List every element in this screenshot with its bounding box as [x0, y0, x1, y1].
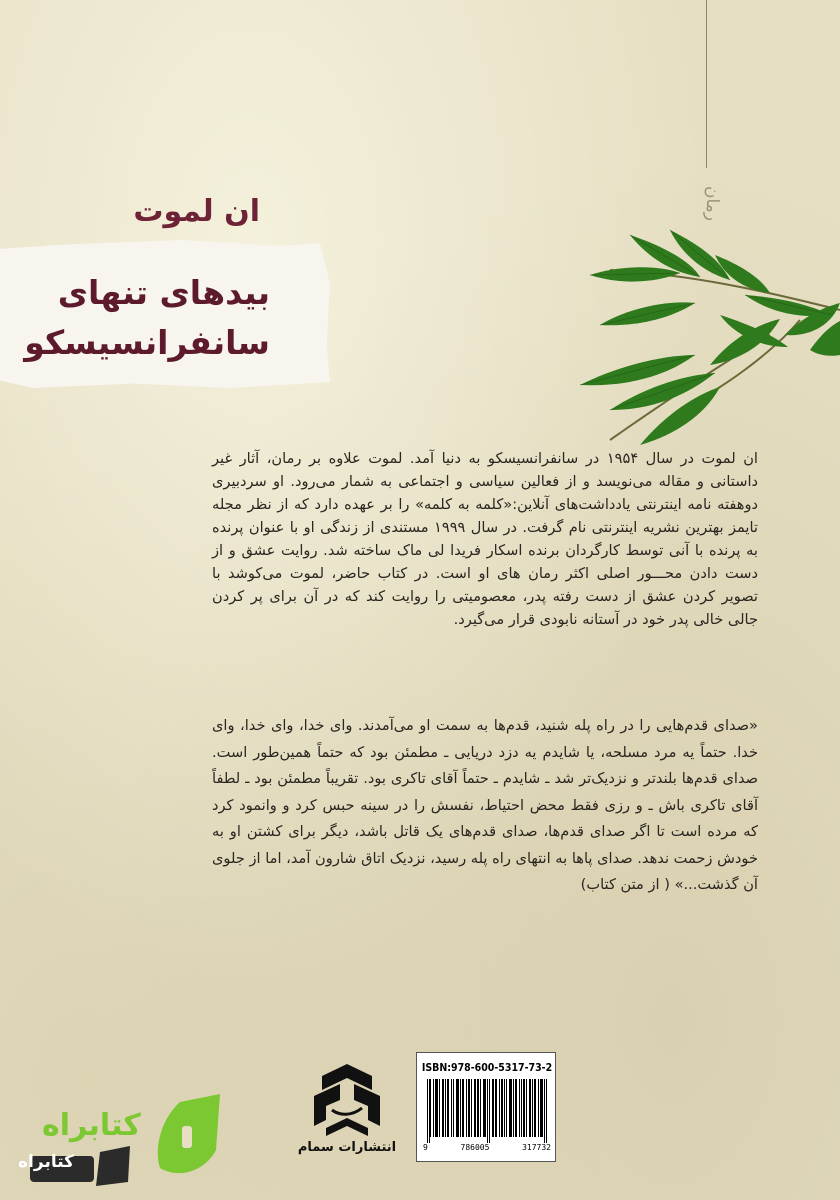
isbn-label: ISBN:978-600-5317-73-2: [421, 1062, 553, 1074]
watermark-text: کتابراه: [42, 1108, 141, 1143]
barcode-bar: [433, 1079, 434, 1137]
barcode-bar: [534, 1079, 535, 1137]
barcode-bar: [502, 1079, 503, 1137]
hanging-line: [706, 0, 707, 168]
barcode-bar: [442, 1079, 443, 1137]
title-line-2: سانفرانسیسکو: [24, 323, 270, 362]
author-biography: ان لموت در سال ۱۹۵۴ در سانفرانسیسکو به دنیا آمد. لموت علاوه بر رمان، آثار غیر داستانی و مقاله می‌نویسد و از فعالین سیاسی و اجتماعی به شمار می‌رود. او سردبیری دوهفته نامه اینترنتی یادداشت‌های آنلاین:«کلمه به کلمه» را بر عهده دارد که از نظر مجله تایمز بهترین نشریه اینترنتی نام گرفت. در سال ۱۹۹۹ مستندی از زندگی او با عنوان پرنده به پرنده با آنی توسط کارگردان برنده اسکار فریدا لی ماک ساخته شد. روایت عشق و از دست دادن محـــور اصلی اکثر رمان های او است. در کتاب حاضر، لموت می‌کوشد با تصویر کردن عشق از دست رفته پدر، معصومیتی را روایت کند که در آن برای پر کردن جالی خالی پدر خود در آستانه نابودی قرار می‌گیرد.: [212, 450, 758, 628]
barcode-bar: [453, 1079, 454, 1137]
barcode-bar: [471, 1079, 472, 1137]
barcode-digit-lead: 9: [423, 1143, 428, 1152]
barcode-bar: [513, 1079, 514, 1137]
barcode-bar: [430, 1079, 431, 1137]
barcode-bar: [523, 1079, 524, 1137]
willow-branch-icon: [570, 215, 840, 455]
barcode-bar: [435, 1079, 436, 1137]
barcode-bar: [458, 1079, 459, 1137]
barcode-bar: [456, 1079, 457, 1137]
title-line-1: بیدهای تنهای: [57, 273, 270, 312]
barcode-bar: [516, 1079, 517, 1137]
barcode-bar: [532, 1079, 533, 1137]
barcode-bar: [499, 1079, 500, 1137]
barcode-bar: [445, 1079, 446, 1137]
barcode-bar: [519, 1079, 520, 1137]
barcode-bar: [535, 1079, 536, 1137]
barcode-bar: [439, 1079, 440, 1137]
barcode-bar: [511, 1079, 512, 1137]
barcode-bar: [489, 1079, 490, 1143]
barcode-bar: [546, 1079, 547, 1143]
barcode-bar: [437, 1079, 438, 1137]
barcode-bar: [495, 1079, 496, 1137]
barcode-bar: [510, 1079, 511, 1137]
barcode-bar: [501, 1079, 502, 1137]
barcode-icon: [427, 1079, 547, 1143]
barcode-digits-left: 786005: [460, 1143, 490, 1152]
barcode-bar: [485, 1079, 486, 1137]
barcode-bar: [530, 1079, 531, 1137]
genre-label: رمان: [702, 185, 722, 221]
barcode-bar: [469, 1079, 470, 1137]
barcode-bar: [541, 1079, 542, 1137]
barcode-bar: [544, 1079, 545, 1143]
barcode-bar: [451, 1079, 452, 1137]
barcode-bar: [429, 1079, 430, 1143]
author-name: ان لموت: [133, 194, 260, 229]
barcode-bar: [448, 1079, 449, 1137]
watermark-text-small: کتابراه: [18, 1152, 75, 1172]
barcode-bar: [447, 1079, 448, 1137]
barcode-bar: [460, 1079, 461, 1137]
barcode-bar: [521, 1079, 522, 1137]
publisher-name: انتشارات سمام: [297, 1140, 397, 1155]
barcode-bar: [492, 1079, 493, 1137]
barcode-bar: [496, 1079, 497, 1137]
barcode-bar: [493, 1079, 494, 1137]
barcode-bar: [466, 1079, 467, 1137]
barcode-bar: [538, 1079, 539, 1137]
barcode-bar: [457, 1079, 458, 1137]
book-title: [20, 268, 270, 368]
book-excerpt: «صدای قدم‌هایی را در راه پله شنید، قدم‌ها به سمت او می‌آمدند. وای خدا، وای خدا، وای خدا. حتماً یه مرد مسلحه، یا شایدم یه دزد دریایی ـ مطمئن بود که حتماً همین‌طور است. صدای قدم‌ها بلندتر و نزدیک‌تر شد ـ شایدم ـ حتماً آقای تاکری بود. تقریباً مطمئن بود ـ لطفاً آقای تاکری باش ـ و رزی فقط محض احتیاط، نفسش را در سینه حبس کرد و وانمود کرد که مرده است تا اگر صدای قدم‌ها، صدای قدم‌های یک قاتل باشد، دیگر برای کشتن او به خودش زحمت ندهد. صدای پاها به انتهای راه پله رسید، نزدیک اتاق شارون آمد، اما از جلوی آن گذشت...» ( از متن کتاب): [212, 717, 758, 893]
barcode-bar: [506, 1079, 507, 1137]
barcode-bar: [526, 1079, 527, 1137]
barcode-bar: [524, 1079, 525, 1137]
barcode-bar: [474, 1079, 475, 1137]
barcode-bar: [462, 1079, 463, 1137]
isbn-barcode: [416, 1052, 556, 1162]
barcode-bar: [542, 1079, 543, 1137]
barcode-bar: [480, 1079, 481, 1137]
barcode-bar: [515, 1079, 516, 1137]
barcode-bar: [540, 1079, 541, 1137]
barcode-bar: [483, 1079, 484, 1137]
barcode-bar: [443, 1079, 444, 1137]
barcode-digits-right: 317732: [522, 1143, 551, 1152]
barcode-bar: [477, 1079, 478, 1137]
barcode-bar: [468, 1079, 469, 1137]
barcode-digits: [423, 1143, 551, 1152]
barcode-bar: [478, 1079, 479, 1137]
barcode-bar: [463, 1079, 464, 1137]
barcode-bar: [509, 1079, 510, 1137]
barcode-bar: [427, 1079, 428, 1143]
barcode-bar: [436, 1079, 437, 1137]
barcode-bar: [529, 1079, 530, 1137]
barcode-bar: [504, 1079, 505, 1137]
barcode-bar: [487, 1079, 488, 1143]
barcode-bar: [475, 1079, 476, 1137]
barcode-bar: [484, 1079, 485, 1137]
